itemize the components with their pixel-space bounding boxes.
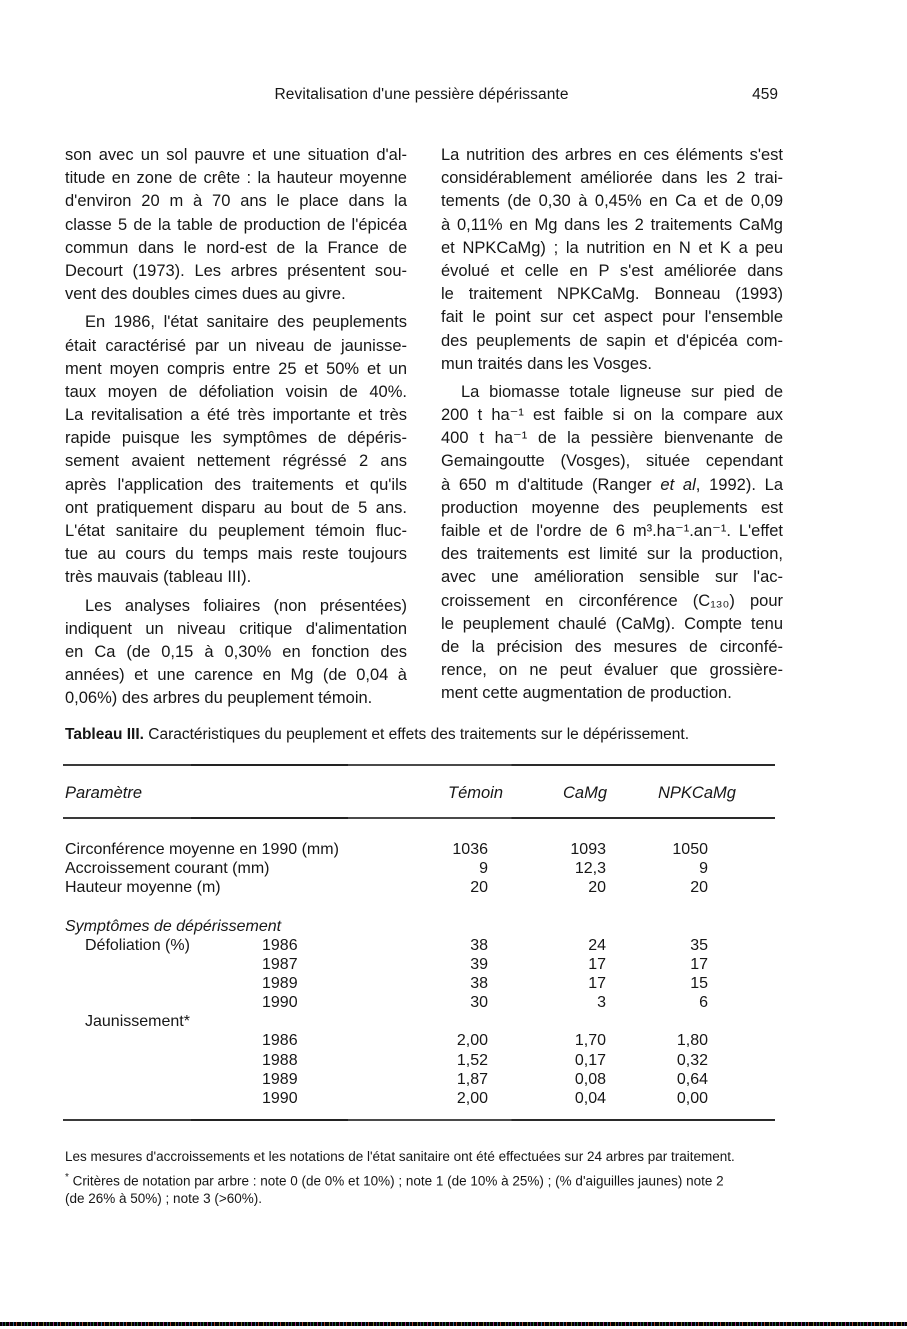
text-line: son avec un sol pauvre et une situation d'al- bbox=[65, 146, 407, 164]
table-caption-text: Caractéristiques du peuplement et effets des traitements sur le dépérissement. bbox=[143, 726, 690, 743]
cell-camg: 0,04 bbox=[574, 1089, 606, 1107]
paragraph bbox=[65, 311, 407, 589]
text-line: taux moyen de défoliation voisin de 40%. bbox=[65, 382, 407, 401]
cell-camg: 0,17 bbox=[574, 1051, 606, 1069]
table-row bbox=[65, 841, 778, 860]
cell-camg: 17 bbox=[588, 974, 606, 992]
cell-camg: 12,3 bbox=[574, 860, 606, 878]
text-line: de la précision des mesures de circonfé- bbox=[441, 637, 783, 656]
text-line: La revitalisation a été très importante et très bbox=[65, 406, 407, 425]
table-row bbox=[65, 879, 778, 898]
column-header-npkcamg: NPKCaMg bbox=[658, 784, 736, 802]
cell-temoin: 38 bbox=[470, 936, 488, 954]
footnote-line bbox=[65, 1167, 778, 1188]
table-row bbox=[65, 937, 778, 956]
text-line: tements (de 0,30 à 0,45% en Ca et de 0,09 bbox=[441, 192, 783, 211]
text-line: années) et une carence en Mg (de 0,04 à bbox=[65, 666, 407, 685]
cell-camg: 17 bbox=[588, 955, 606, 973]
table-row bbox=[65, 1013, 778, 1032]
footnote-asterisk: * bbox=[65, 1172, 69, 1183]
text-line: à 0,11% en Mg dans les 2 traitements CaMg bbox=[441, 215, 783, 234]
table-section-row bbox=[65, 918, 778, 937]
table-top-rule bbox=[63, 764, 775, 766]
table-header-row bbox=[65, 784, 778, 803]
footnote-line: Les mesures d'accroissements et les notations de l'état sanitaire ont été effectuées sur 24 arbres par traitement. bbox=[65, 1149, 735, 1164]
text-segment: à 650 m d'altitude (Ranger bbox=[441, 475, 661, 494]
text-line: très mauvais (tableau III). bbox=[65, 568, 252, 587]
cell-npkcamg: 0,00 bbox=[676, 1089, 708, 1107]
cell-camg: 20 bbox=[588, 879, 606, 897]
cell-npkcamg: 0,32 bbox=[676, 1051, 708, 1069]
column-header-camg: CaMg bbox=[563, 784, 608, 802]
text-line: production moyenne des peuplements est bbox=[441, 498, 783, 517]
cell-temoin: 1,52 bbox=[456, 1051, 488, 1069]
text-line: ment moyen compris entre 25 et 50% et un bbox=[65, 359, 407, 378]
text-line: La biomasse totale ligneuse sur pied de bbox=[461, 382, 783, 401]
text-line: rapide puisque les symptômes de dépéris- bbox=[65, 429, 407, 448]
text-line: était caractérisé par un niveau de jaunisse- bbox=[65, 336, 407, 355]
text-line: En 1986, l'état sanitaire des peuplements bbox=[85, 313, 407, 332]
cell-temoin: 9 bbox=[479, 860, 488, 878]
paragraph bbox=[65, 144, 407, 306]
cell-camg: 24 bbox=[588, 936, 606, 954]
text-line: d'environ 20 m à 70 ans le place dans la bbox=[65, 192, 407, 211]
cell-temoin: 2,00 bbox=[456, 1089, 488, 1107]
table-caption bbox=[65, 726, 778, 744]
running-head bbox=[65, 86, 778, 104]
text-line: et NPKCaMg) ; la nutrition en N et K a peu bbox=[441, 238, 783, 257]
cell-year: 1990 bbox=[262, 994, 298, 1012]
table-row bbox=[65, 994, 778, 1013]
table-caption-label: Tableau III. bbox=[65, 726, 144, 743]
paragraph bbox=[441, 144, 783, 376]
right-column bbox=[441, 144, 783, 711]
text-line: le peuplement chaulé (CaMg). Compte tenu bbox=[441, 614, 783, 633]
text-segment: , 1992). La bbox=[695, 475, 784, 494]
footnote-text: Critères de notation par arbre : note 0 (de 0% et 10%) ; note 1 (de 10% à 25%) ; (% d'aiguilles jaunes) note 2 bbox=[68, 1173, 724, 1189]
text-line: mun traités dans les Vosges. bbox=[441, 354, 652, 373]
body-columns bbox=[65, 144, 783, 711]
cell-temoin: 38 bbox=[470, 974, 488, 992]
text-line: en Ca (de 0,15 à 0,30% en fonction des bbox=[65, 642, 407, 661]
text-line: sement avaient nettement régréssé 2 ans bbox=[65, 452, 407, 471]
table-row bbox=[65, 860, 778, 879]
table-row bbox=[65, 1032, 778, 1051]
text-line: Les analyses foliaires (non présentées) bbox=[85, 596, 407, 615]
text-line: des traitements est limité sur la production, bbox=[441, 545, 783, 564]
cell-temoin: 1,87 bbox=[456, 1070, 488, 1088]
text-line: 0,06%) des arbres du peuplement témoin. bbox=[65, 689, 373, 708]
paragraph bbox=[65, 595, 407, 711]
table-spacer-row bbox=[65, 898, 778, 917]
table-body bbox=[65, 841, 778, 1109]
row-label: Circonférence moyenne en 1990 (mm) bbox=[65, 841, 339, 858]
text-line: considérablement améliorée dans les 2 trai- bbox=[441, 169, 783, 188]
text-line: fait le point sur cet aspect pour l'ensemble bbox=[441, 308, 783, 327]
text-line: évolué et celle en P s'est améliorée dans bbox=[441, 261, 783, 280]
text-line: titude en zone de crête : la hauteur moyenne bbox=[65, 169, 407, 188]
table-row bbox=[65, 956, 778, 975]
cell-year: 1986 bbox=[262, 936, 298, 954]
cell-year: 1989 bbox=[262, 974, 298, 992]
italic-citation: et al bbox=[660, 475, 696, 494]
row-label: Accroissement courant (mm) bbox=[65, 860, 270, 878]
table-header-rule bbox=[63, 817, 775, 819]
text-line: croissement en circonférence (C₁₃₀) pour bbox=[441, 591, 783, 610]
text-line: indiquent un niveau critique d'alimentation bbox=[65, 619, 407, 638]
text-line: vent des doubles cimes dues au givre. bbox=[65, 285, 346, 304]
cell-npkcamg: 6 bbox=[699, 994, 708, 1012]
cell-npkcamg: 1050 bbox=[672, 841, 708, 858]
column-header-temoin: Témoin bbox=[448, 784, 504, 802]
cell-npkcamg: 15 bbox=[690, 974, 708, 992]
cell-temoin: 2,00 bbox=[456, 1032, 488, 1050]
text-line: le traitement NPKCaMg. Bonneau (1993) bbox=[441, 285, 783, 304]
text-line: tue au cours du temps mais reste toujours bbox=[65, 545, 407, 564]
text-line: ont pratiquement disparu au bout de 5 ans. bbox=[65, 498, 407, 517]
running-title: Revitalisation d'une pessière dépérissante bbox=[274, 86, 569, 103]
page-number: 459 bbox=[752, 86, 778, 103]
cell-npkcamg: 35 bbox=[690, 936, 708, 954]
paragraph bbox=[441, 381, 783, 706]
cell-temoin: 30 bbox=[470, 994, 488, 1012]
text-line: commun dans le nord-est de la France de bbox=[65, 238, 407, 257]
row-sublabel: Jaunissement* bbox=[85, 1013, 190, 1031]
text-line: Decourt (1973). Les arbres présentent sou- bbox=[65, 261, 407, 280]
table-row bbox=[65, 975, 778, 994]
cell-year: 1988 bbox=[262, 1051, 298, 1069]
cell-npkcamg: 9 bbox=[699, 860, 708, 878]
scan-edge-artifact bbox=[0, 1322, 907, 1326]
text-line: classe 5 de la table de production de l'épicéa bbox=[65, 215, 407, 234]
cell-npkcamg: 0,64 bbox=[676, 1070, 708, 1088]
cell-year: 1987 bbox=[262, 955, 298, 973]
left-column bbox=[65, 144, 407, 711]
row-label: Hauteur moyenne (m) bbox=[65, 879, 221, 897]
footnote-line: (de 26% à 50%) ; note 3 (>60%). bbox=[65, 1191, 262, 1206]
cell-camg: 0,08 bbox=[574, 1070, 606, 1088]
cell-camg: 3 bbox=[597, 994, 606, 1012]
text-line: 200 t ha⁻¹ est faible si on la compare aux bbox=[441, 406, 783, 425]
text-line: après l'application des traitements et qu'ils bbox=[65, 475, 407, 494]
section-label: Symptômes de dépérissement bbox=[65, 917, 282, 935]
table-footnotes bbox=[65, 1146, 778, 1209]
table-row bbox=[65, 1090, 778, 1109]
cell-temoin: 39 bbox=[470, 955, 488, 973]
text-line: 400 t ha⁻¹ de la pessière bienvenante de bbox=[441, 429, 783, 448]
cell-temoin: 1036 bbox=[452, 841, 488, 858]
cell-temoin: 20 bbox=[470, 879, 488, 897]
text-line bbox=[441, 474, 783, 497]
column-header-parametre: Paramètre bbox=[65, 784, 143, 802]
table-bottom-rule bbox=[63, 1119, 775, 1121]
cell-npkcamg: 20 bbox=[690, 879, 708, 897]
cell-year: 1990 bbox=[262, 1089, 298, 1107]
cell-camg: 1,70 bbox=[574, 1032, 606, 1050]
text-line: Gemaingoutte (Vosges), située cependant bbox=[441, 452, 783, 471]
text-line: des peuplements de sapin et d'épicéa com- bbox=[441, 331, 783, 350]
cell-camg: 1093 bbox=[570, 841, 606, 858]
cell-npkcamg: 1,80 bbox=[676, 1032, 708, 1050]
text-line: L'état sanitaire du peuplement témoin fluc- bbox=[65, 522, 407, 540]
text-line: rence, on ne peut évaluer que grossière- bbox=[441, 661, 783, 680]
text-line: La nutrition des arbres en ces éléments s'est bbox=[441, 146, 783, 164]
table-row bbox=[65, 1071, 778, 1090]
row-sublabel: Défoliation (%) bbox=[85, 936, 190, 954]
text-line: faible et de l'ordre de 6 m³.ha⁻¹.an⁻¹. L'effet bbox=[441, 522, 783, 540]
text-line: avec une amélioration sensible sur l'ac- bbox=[441, 568, 783, 587]
text-line: ment cette augmentation de production. bbox=[441, 684, 732, 703]
cell-npkcamg: 17 bbox=[690, 955, 708, 973]
table-row bbox=[65, 1052, 778, 1071]
cell-year: 1989 bbox=[262, 1070, 298, 1088]
cell-year: 1986 bbox=[262, 1032, 298, 1050]
